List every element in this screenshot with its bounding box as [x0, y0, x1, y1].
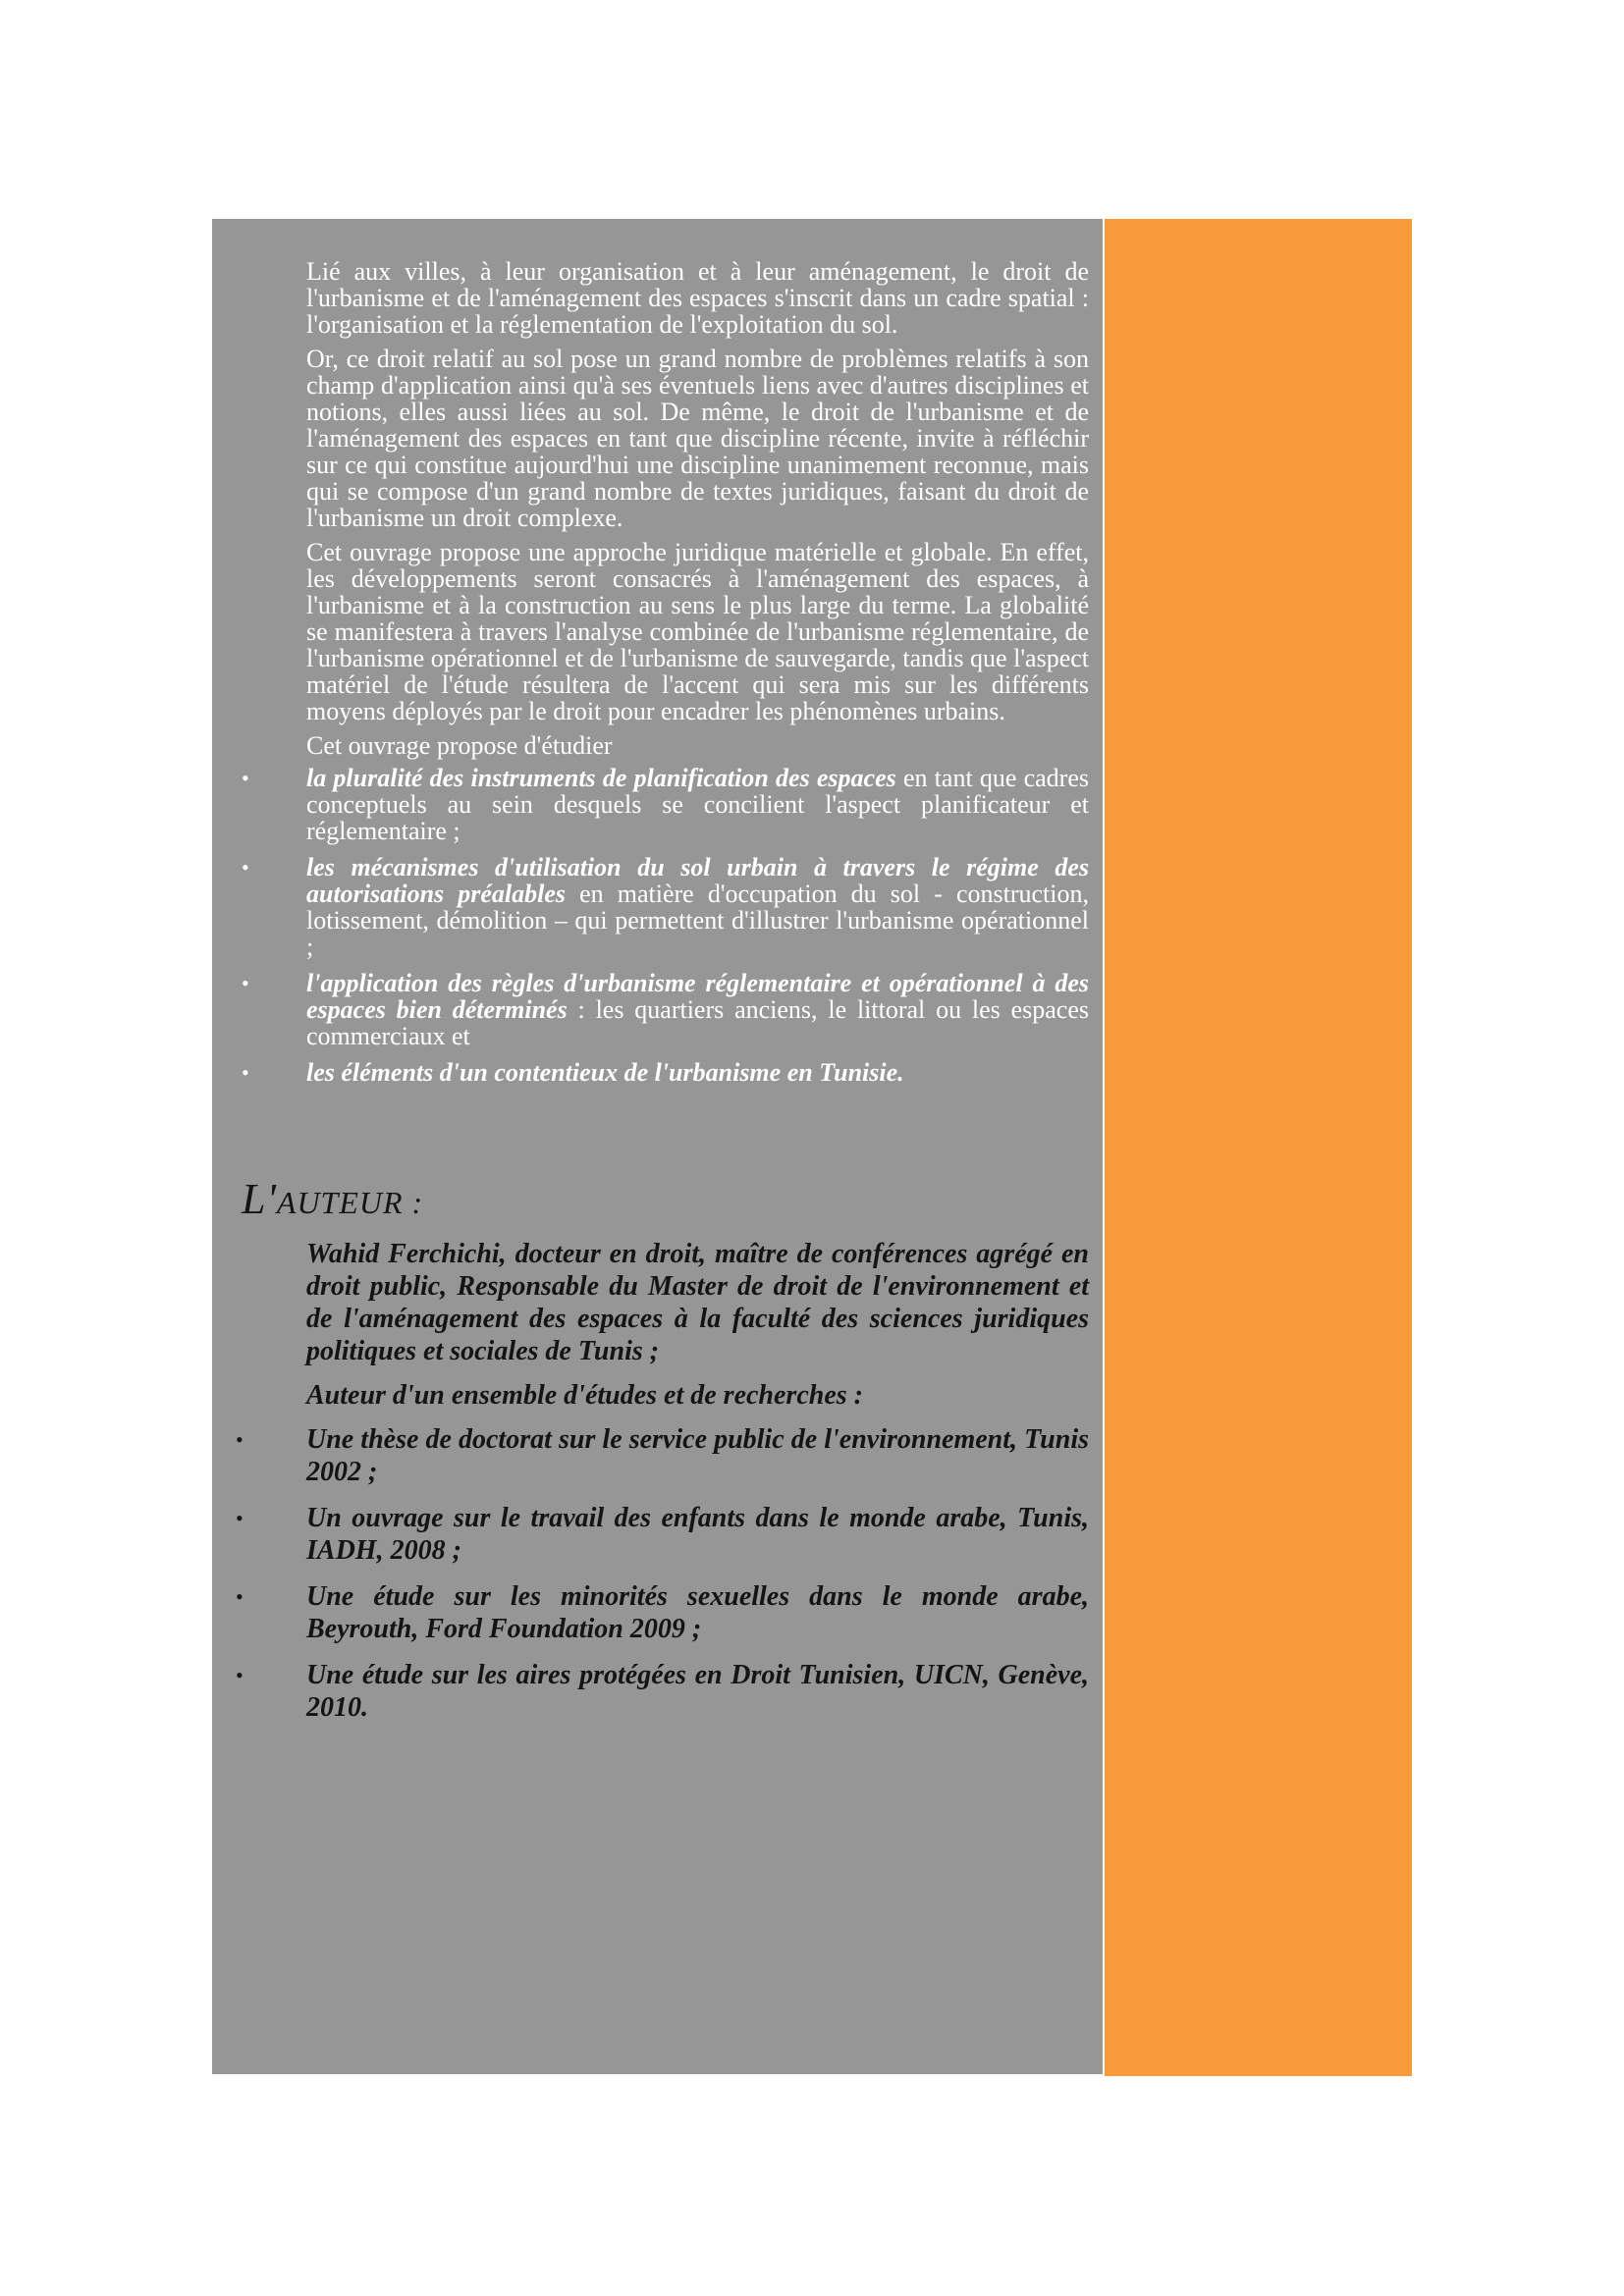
author-bullet-text: Une étude sur les minorités sexuelles dans le monde arabe, Beyrouth, Ford Foundation 2009 ;: [306, 1581, 1089, 1644]
synopsis-intro-line: Cet ouvrage propose d'étudier: [306, 731, 613, 760]
author-bullet-text: Un ouvrage sur le travail des enfants dans le monde arabe, Tunis, IADH, 2008 ;: [306, 1503, 1089, 1566]
author-bullet-item: [236, 1659, 1089, 1724]
synopsis-bullet-text: [306, 854, 1089, 960]
synopsis-paragraph: Cet ouvrage propose une approche juridique matérielle et globale. En effet, les développements seront consacrés à l'aménagement des espaces, à l'urbanisme et à la construction au sens le plus large du terme. La globalité se manifestera à travers l'analyse combinée de l'urbanisme réglementaire, de l'urbanisme opérationnel et de l'urbanisme de sauvegarde, tandis que l'aspect matériel de l'étude résultera de l'accent qui sera mis sur les différents moyens déployés par le droit pour encadrer les phénomènes urbains.: [306, 538, 1089, 725]
bullet-icon: •: [236, 1663, 244, 1687]
bullet-rest-text: : les quartiers anciens, le littoral ou les espaces commerciaux et: [306, 995, 1089, 1050]
author-works-intro: Auteur d'un ensemble d'études et de recherches :: [306, 1380, 863, 1411]
bullet-emphasis-text: les mécanismes d'utilisation du sol urbain à travers le régime des autorisations préalables: [306, 853, 1089, 908]
bullet-icon: •: [236, 1427, 244, 1452]
bullet-icon: •: [242, 855, 249, 880]
bullet-rest-text: en tant que cadres conceptuels au sein desquels se concilient l'aspect planificateur et réglementaire ;: [306, 764, 1090, 845]
synopsis-bullet-item: [242, 970, 1089, 1049]
bullet-icon: •: [242, 1060, 249, 1085]
bullet-icon: •: [236, 1584, 244, 1609]
synopsis-bullet-text: [306, 765, 1089, 844]
synopsis-bullet-text: [306, 970, 1089, 1049]
bullet-emphasis-text: l'application des règles d'urbanisme réglementaire et opérationnel à des espaces bien déterminés: [306, 969, 1089, 1024]
bullet-rest-text: en matière d'occupation du sol - construction, lotissement, démolition – qui permettent d'illustrer l'urbanisme opérationnel ;: [306, 880, 1089, 961]
orange-stripe: [1105, 219, 1412, 2076]
synopsis-panel: [212, 219, 1103, 2074]
author-section-heading: L'AUTEUR :: [242, 1175, 424, 1223]
author-bullet-item: [236, 1423, 1089, 1488]
synopsis-paragraph: Or, ce droit relatif au sol pose un grand nombre de problèmes relatifs à son champ d'application ainsi qu'à ses éventuels liens avec d'autres disciplines et notions, elles aussi liées au sol. De même, le droit de l'urbanisme et de l'aménagement des espaces en tant que discipline récente, invite à réfléchir sur ce qui constitue aujourd'hui une discipline unanimement reconnue, mais qui se compose d'un grand nombre de textes juridiques, faisant du droit de l'urbanisme un droit complexe.: [306, 345, 1089, 532]
bullet-icon: •: [236, 1506, 244, 1530]
synopsis-bullet-item: [242, 854, 1089, 960]
author-bullet-item: [236, 1580, 1089, 1645]
synopsis-paragraph: Lié aux villes, à leur organisation et à leur aménagement, le droit de l'urbanisme et de l'aménagement des espaces s'inscrit dans un cadre spatial : l'organisation et la réglementation de l'exploitation du sol.: [306, 257, 1089, 339]
bullet-emphasis-text: les éléments d'un contentieux de l'urbanisme en Tunisie.: [306, 1058, 904, 1087]
synopsis-bullet-item: [242, 1059, 1089, 1086]
bullet-icon: •: [242, 971, 249, 995]
author-bio-paragraph: Wahid Ferchichi, docteur en droit, maître de conférences agrégé en droit public, Responsable du Master de droit de l'environnement et de l'aménagement des espaces à la faculté des sciences juridiques politiques et sociales de Tunis ;: [306, 1239, 1089, 1366]
synopsis-bullet-text: [306, 1059, 1089, 1086]
author-bullet-text: Une thèse de doctorat sur le service public de l'environnement, Tunis 2002 ;: [306, 1424, 1089, 1487]
bullet-icon: •: [242, 766, 249, 790]
synopsis-bullet-item: [242, 765, 1089, 844]
bullet-emphasis-text: la pluralité des instruments de planification des espaces: [306, 764, 896, 792]
author-bullet-text: Une étude sur les aires protégées en Droit Tunisien, UICN, Genève, 2010.: [306, 1660, 1089, 1723]
author-bullet-item: [236, 1502, 1089, 1567]
